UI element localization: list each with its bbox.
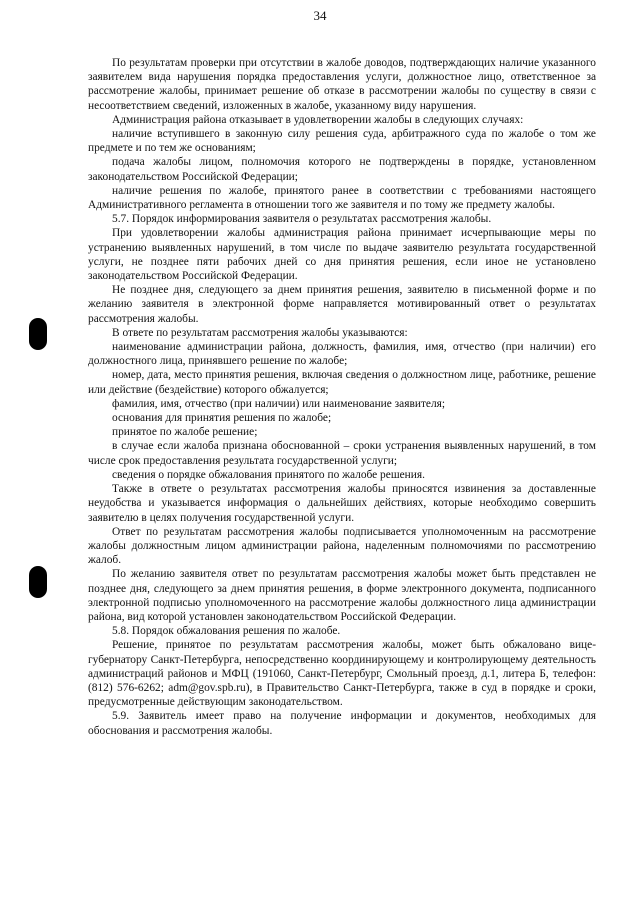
paragraph: Также в ответе о результатах рассмотрения жалобы приносятся извинения за доставленные неудобства и указывается информация о дальнейших действиях, которые необходимо совершить заявителю в целях получения государственной услуги. (88, 483, 596, 524)
list-item: в случае если жалоба признана обоснованной – сроки устранения выявленных нарушений, в том числе срок предоставления результата государственной услуги; (88, 440, 596, 467)
paragraph: наличие вступившего в законную силу решения суда, арбитражного суда по жалобе о том же предмете и по тем же основаниям; (88, 128, 596, 155)
paragraph: По результатам проверки при отсутствии в жалобе доводов, подтверждающих наличие указанного заявителем вида нарушения порядка предоставления услуги, должностное лицо, ответственное за рассмотрение жалобы, принимает решение об отказе в рассмотрении жалобы по существу в связи с несоответствием сведений, изложенных в жалобе, указанному виду нарушения. (88, 57, 596, 112)
paragraph: По желанию заявителя ответ по результатам рассмотрения жалобы может быть представлен не позднее дня, следующего за днем принятия решения, в форме электронного документа, подписанного электронной подписью уполномоченного на рассмотрение жалобы должностного лица администрации района, вид которой установлен законодательством Российской Федерации. (88, 568, 596, 623)
list-item: наименование администрации района, должность, фамилия, имя, отчество (при наличии) его должностного лица, принявшего решение по жалобе; (88, 341, 596, 368)
list-item: номер, дата, место принятия решения, включая сведения о должностном лице, работнике, решение или действие (бездействие) которого обжалуется; (88, 369, 596, 396)
binder-hole-bottom (29, 566, 47, 598)
paragraph: Администрация района отказывает в удовлетворении жалобы в следующих случаях: (112, 113, 524, 126)
binder-hole-top (29, 318, 47, 350)
paragraph: Решение, принятое по результатам рассмотрения жалобы, может быть обжаловано вице-губернатору Санкт-Петербурга, непосредственно координирующему и контролирующему деятельность администраций районов и МФЦ (191060, Санкт-Петербург, Смольный проезд, д.1, литера Б, телефон: (812) 576-6262; adm@gov.spb.ru), в Правительство Санкт-Петербурга, также в суд в порядке и сроки, предусмотренные действующим законодательством. (88, 639, 596, 709)
paragraph: Ответ по результатам рассмотрения жалобы подписывается уполномоченным на рассмотрение жалобы должностным лицом администрации района, наделенным полномочиями по рассмотрению жалоб. (88, 525, 596, 567)
paragraph: В ответе по результатам рассмотрения жалобы указываются: (112, 326, 408, 339)
section-heading: 5.8. Порядок обжалования решения по жалобе. (112, 625, 341, 638)
paragraph: наличие решения по жалобе, принятого ранее в соответствии с требованиями настоящего Административного регламента в отношении того же заявителя и по тому же предмету жалобы. (88, 184, 596, 212)
paragraph: При удовлетворении жалобы администрация района принимает исчерпывающие меры по устранению выявленных нарушений, в том числе по выдаче заявителю результата государственной услуги, не позднее пяти рабочих дней со дня принятия решения, если иное не установлено законодательством Российской Федерации. (88, 227, 596, 283)
list-item: основания для принятия решения по жалобе; (112, 412, 332, 425)
list-item: сведения о порядке обжалования принятого по жалобе решения. (112, 468, 425, 481)
page-number: 34 (313, 8, 327, 23)
section-heading: 5.9. Заявитель имеет право на получение информации и документов, необходимых для обоснования и рассмотрения жалобы. (88, 710, 596, 737)
list-item: фамилия, имя, отчество (при наличии) или наименование заявителя; (112, 397, 446, 410)
paragraph: подача жалобы лицом, полномочия которого не подтверждены в порядке, установленном законодательством Российской Федерации; (88, 156, 596, 183)
list-item: принятое по жалобе решение; (112, 426, 258, 439)
paragraph: Не позднее дня, следующего за днем принятия решения, заявителю в письменной форме и по желанию заявителя в электронной форме направляется мотивированный ответ о результатах рассмотрения жалобы. (88, 284, 596, 325)
section-heading: 5.7. Порядок информирования заявителя о результатах рассмотрения жалобы. (112, 213, 492, 226)
document-body (88, 56, 596, 738)
